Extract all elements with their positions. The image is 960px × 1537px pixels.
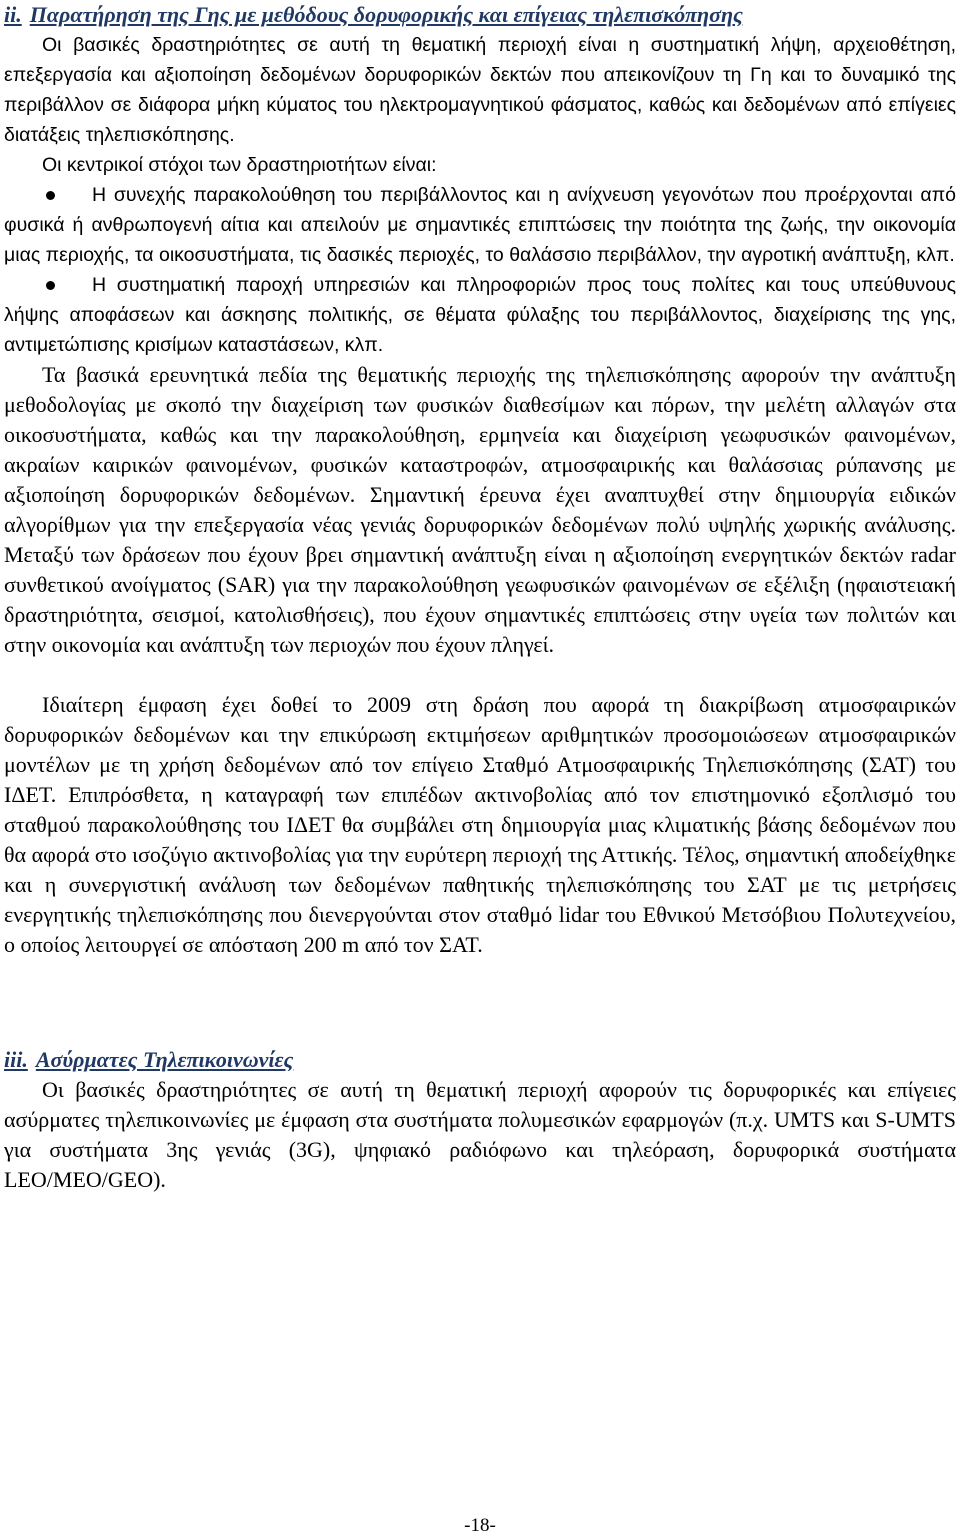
research-paragraph: Τα βασικά ερευνητικά πεδία της θεματικής περιοχής της τηλεπισκόπησης αφορούν την ανάπτυξη μεθοδολογίας με σκοπό την διαχείριση των φυσικών διαθεσίμων και πόρων, την μελέτη αλλαγών στα οικοσυστήματα, καθώς και την παρακολούθηση, ερμηνεία και διαχείριση γεωφυσικών φαινομένων, ακραίων καιρικών φαινομένων, φυσικών καταστροφών, ατμοσφαιρικής και θαλάσσιας ρύπανσης με αξιοποίηση δορυφορικών δεδομένων. Σημαντική έρευνα έχει αναπτυχθεί στην δημιουργία ειδικών αλγορίθμων για την επεξεργασία νέας γενιάς δορυφορικών δεδομένων πολύ υψηλής χωρικής ανάλυσης. Μεταξύ των δράσεων που έχουν βρει σημαντική ανάπτυξη είναι η αξιοποίηση ενεργητικών δεκτών radar συνθετικού ανοίγματος (SAR) για την παρακολούθηση γεωφυσικών φαινομένων σε εξέλιξη (ηφαιστειακή δραστηριότητα, σεισμοί, κατολισθήσεις), που έχουν σημαντικές επιπτώσεις στην υγεία των πολιτών και στην οικονομία και ανάπτυξη των περιοχών που έχουν πληγεί. [4,362,956,657]
section-iii-title: Ασύρματες Τηλεπικοινωνίες [35,1047,294,1072]
section-ii-heading [4,0,956,30]
bullet-icon [46,191,55,200]
section-ii-number: ii. [4,2,22,27]
goals-list [4,180,956,360]
emphasis-2009-paragraph: Ιδιαίτερη έμφαση έχει δοθεί το 2009 στη δράση που αφορά τη διακρίβωση ατμοσφαιρικών δορυφορικών δεδομένων και την επικύρωση εκτιμήσεων αριθμητικών προσομοιώσεων ατμοσφαιρικών μοντέλων με τη χρήση δεδομένων από τον επίγειο Σταθμό Ατμοσφαιρικής Τηλεπισκόπησης (ΣΑΤ) του ΙΔΕΤ. Επιπρόσθετα, η καταγραφή των επιπέδων ακτινοβολίας από τον επιστημονικό εξοπλισμό του σταθμού παρακολούθησης του ΙΔΕΤ θα συμβάλει στη δημιουργία μιας κλιματικής βάσης δεδομένων που θα αφορά στο ισοζύγιο ακτινοβολίας για την ευρύτερη περιοχή της Αττικής. Τέλος, σημαντική αποδείχθηκε και η συνεργιστική ανάλυση των δεδομένων παθητικής τηλεπισκόπησης του ΣΑΤ με τις μετρήσεις ενεργητικής τηλεπισκόπησης που διενεργούνται στον σταθμό lidar του Εθνικού Μετσόβιου Πολυτεχνείου, ο οποίος λειτουργεί σε απόσταση 200 m από τον ΣΑΤ. [4,692,956,957]
section-ii-title: Παρατήρηση της Γης με μεθόδους δορυφορικής και επίγειας τηλεπισκόπησης [29,2,743,27]
goal-text: Η συνεχής παρακολούθηση του περιβάλλοντος και η ανίχνευση γεγονότων που προέρχονται από φυσικά ή ανθρωπογενή αίτια και απειλούν με σημαντικές επιπτώσεις την ποιότητα της ζωής, την οικονομία μιας περιοχής, τα οικοσυστήματα, τις δασικές περιοχές, το θαλάσσιο περιβάλλον, την αγροτική ανάπτυξη, κλπ. [4,184,956,266]
section-iii-body: Οι βασικές δραστηριότητες σε αυτή τη θεματική περιοχή αφορούν τις δορυφορικές και επίγειες ασύρματες τηλεπικοινωνίες με έμφαση στα συστήματα πολυμεσικών εφαρμογών (π.χ. UMTS και S-UMTS για συστήματα 3ης γενιάς (3G), ψηφιακό ραδιόφωνο και τηλεόραση, δορυφορικά συστήματα LEO/MEO/GEO). [4,1077,956,1192]
page-number: -18- [464,1515,496,1536]
section-iii-heading [4,1045,956,1075]
section-iii-number: iii. [4,1047,28,1072]
goal-text: Η συστηματική παροχή υπηρεσιών και πληροφοριών προς τους πολίτες και τους υπεύθυνους λήψης αποφάσεων και άσκησης πολιτικής, σε θέματα φύλαξης του περιβάλλοντος, διαχείρισης της γης, αντιμετώπισης κρισίμων καταστάσεων, κλπ. [4,274,956,356]
document-page [4,0,956,1195]
goals-intro: Οι κεντρικοί στόχοι των δραστηριοτήτων είναι: [42,154,437,176]
section-ii-intro: Οι βασικές δραστηριότητες σε αυτή τη θεματική περιοχή είναι η συστηματική λήψη, αρχειοθέτηση, επεξεργασία και αξιοποίηση δεδομένων δορυφορικών δεκτών που απεικονίζουν τη Γη και το δυναμικό της περιβάλλον σε διάφορα μήκη κύματος του ηλεκτρομαγνητικού φάσματος, καθώς και δεδομένων από επίγειες διατάξεις τηλεπισκόπησης. [4,34,956,146]
bullet-icon [46,281,55,290]
list-item [4,180,956,270]
list-item [4,270,956,360]
